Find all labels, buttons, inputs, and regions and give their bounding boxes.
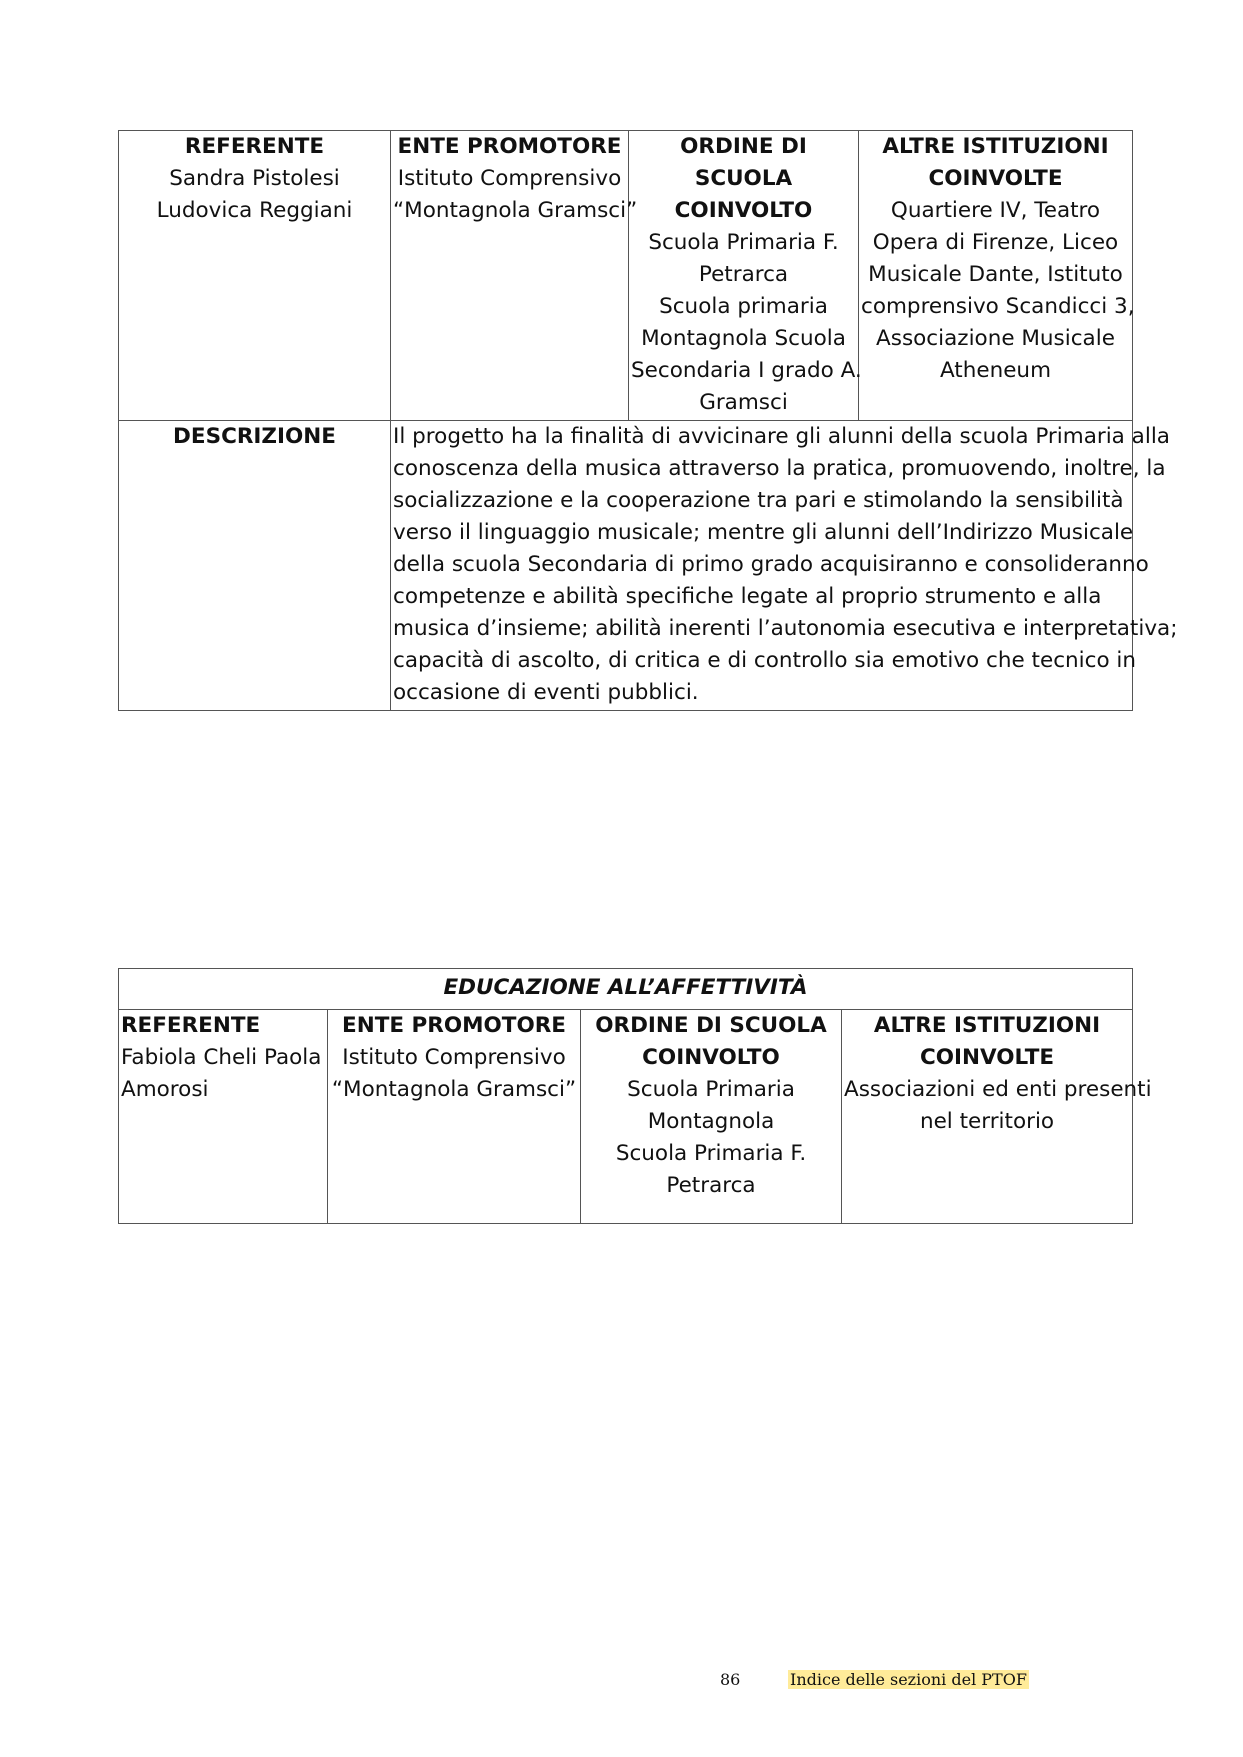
ente-header: ENTE PROMOTORE (397, 134, 622, 159)
ordine-cell (581, 1010, 842, 1224)
altre-header: ALTRE ISTITUZIONI COINVOLTE (882, 134, 1109, 191)
descrizione-text: Il progetto ha la finalità di avvicinare gli alunni della scuola Primaria alla conoscenza della musica attraverso la pratica, promuovendo, inoltre, la socializzazione e la cooperazione tra pari e stimolando la sensibilità verso il linguaggio musicale; mentre gli alunni dell’Indirizzo Musicale della scuola Secondaria di primo grado acquisiranno e consolideranno competenze e abilità specifiche legate al proprio strumento e alla musica d’insieme; abilità inerenti l’autonomia esecutiva e interpretativa; capacità di ascolto, di critica e di controllo sia emotivo che tecnico in occasione di eventi pubblici. (391, 421, 1133, 711)
altre-value: Quartiere IV, Teatro Opera di Firenze, Liceo Musicale Dante, Istituto comprensivo Scandicci 3, Associazione Musicale Atheneum (861, 198, 1135, 383)
ordine-value: Scuola Primaria F. Petrarca Scuola primaria Montagnola Scuola Secondaria I grado A. Gramsci (631, 230, 862, 415)
altre-cell (842, 1010, 1152, 1224)
altre-cell (859, 131, 1133, 421)
ordine-value: Scuola Primaria Montagnola Scuola Primaria F. Petrarca (615, 1077, 807, 1198)
ordine-cell (629, 131, 862, 421)
descrizione-header: DESCRIZIONE (119, 421, 391, 711)
referente-names: Sandra Pistolesi Ludovica Reggiani (156, 166, 353, 223)
ente-value: Istituto Comprensivo “Montagnola Gramsci” (331, 1045, 577, 1102)
ente-cell (328, 1010, 581, 1224)
ente-value: Istituto Comprensivo “Montagnola Gramsci” (393, 166, 638, 223)
project-table-affettivita (118, 968, 1152, 1224)
section-title: EDUCAZIONE ALL’AFFETTIVITÀ (119, 969, 1133, 1010)
ente-header: ENTE PROMOTORE (342, 1013, 566, 1038)
referente-cell (119, 1010, 328, 1224)
referente-header: REFERENTE (184, 134, 325, 159)
ente-cell (391, 131, 638, 421)
page-number: 86 (720, 1670, 741, 1689)
index-link[interactable]: Indice delle sezioni del PTOF (790, 1670, 1027, 1689)
altre-value: Associazioni ed enti presenti nel territorio (844, 1077, 1152, 1134)
project-table-music (118, 130, 1178, 711)
altre-header: ALTRE ISTITUZIONI COINVOLTE (873, 1013, 1101, 1070)
referente-cell (119, 131, 391, 421)
ordine-header: ORDINE DI SCUOLA COINVOLTO (674, 134, 813, 223)
referente-names: Fabiola Cheli Paola Amorosi (121, 1045, 322, 1102)
ordine-header: ORDINE DI SCUOLA COINVOLTO (595, 1013, 827, 1070)
referente-header: REFERENTE (121, 1013, 261, 1038)
